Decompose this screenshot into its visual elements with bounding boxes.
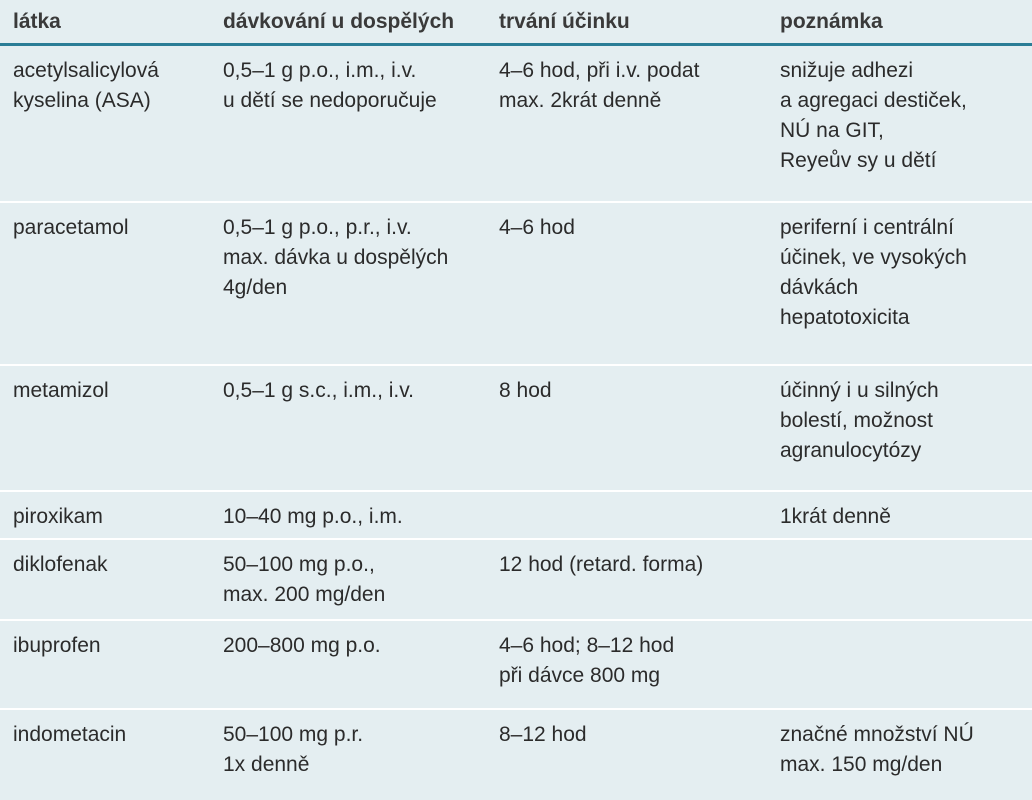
cell-duration: 12 hod (retard. forma) bbox=[499, 553, 704, 576]
cell-dosage: 0,5–1 g s.c., i.m., i.v. bbox=[223, 379, 415, 402]
table-row bbox=[0, 710, 1032, 800]
cell-substance: piroxikam bbox=[13, 505, 103, 528]
cell-dosage: 10–40 mg p.o., i.m. bbox=[223, 505, 403, 528]
cell-duration: 4–6 hod, při i.v. podat max. 2krát denně bbox=[499, 59, 700, 112]
cell-duration: 8 hod bbox=[499, 379, 552, 402]
table-header bbox=[0, 0, 1032, 46]
cell-note: snižuje adhezi a agregaci destiček, NÚ na GIT, Reyeův sy u dětí bbox=[780, 59, 967, 172]
table-row bbox=[0, 540, 1032, 621]
header-davkovani: dávkování u dospělých bbox=[223, 10, 455, 33]
cell-substance: ibuprofen bbox=[13, 634, 101, 657]
header-latka: látka bbox=[13, 10, 61, 33]
cell-note: značné množství NÚ max. 150 mg/den bbox=[780, 723, 974, 776]
cell-substance: diklofenak bbox=[13, 553, 108, 576]
cell-substance: metamizol bbox=[13, 379, 109, 402]
header-trvani: trvání účinku bbox=[499, 10, 630, 33]
cell-substance: indometacin bbox=[13, 723, 127, 746]
table-row bbox=[0, 492, 1032, 540]
cell-dosage: 200–800 mg p.o. bbox=[223, 634, 381, 657]
cell-duration: 4–6 hod bbox=[499, 216, 575, 239]
cell-note: 1krát denně bbox=[780, 505, 891, 528]
cell-dosage: 0,5–1 g p.o., i.m., i.v. u dětí se nedoporučuje bbox=[223, 59, 437, 112]
cell-duration: 4–6 hod; 8–12 hod při dávce 800 mg bbox=[499, 634, 675, 687]
cell-duration bbox=[499, 492, 780, 538]
table-row bbox=[0, 203, 1032, 366]
table-row bbox=[0, 621, 1032, 710]
header-poznamka: poznámka bbox=[780, 10, 883, 33]
table-row bbox=[0, 366, 1032, 492]
table-row bbox=[0, 46, 1032, 203]
cell-duration: 8–12 hod bbox=[499, 723, 587, 746]
cell-dosage: 50–100 mg p.o., max. 200 mg/den bbox=[223, 553, 386, 606]
cell-note bbox=[780, 621, 1032, 708]
cell-substance: paracetamol bbox=[13, 216, 129, 239]
cell-substance: acetylsalicylová kyselina (ASA) bbox=[13, 59, 159, 112]
cell-note: periferní i centrální účinek, ve vysokých dávkách hepatotoxicita bbox=[780, 216, 967, 329]
cell-note: účinný i u silných bolestí, možnost agranulocytózy bbox=[780, 379, 939, 462]
cell-dosage: 0,5–1 g p.o., p.r., i.v. max. dávka u dospělých 4g/den bbox=[223, 216, 449, 299]
cell-note bbox=[780, 540, 1032, 619]
cell-dosage: 50–100 mg p.r. 1x denně bbox=[223, 723, 364, 776]
